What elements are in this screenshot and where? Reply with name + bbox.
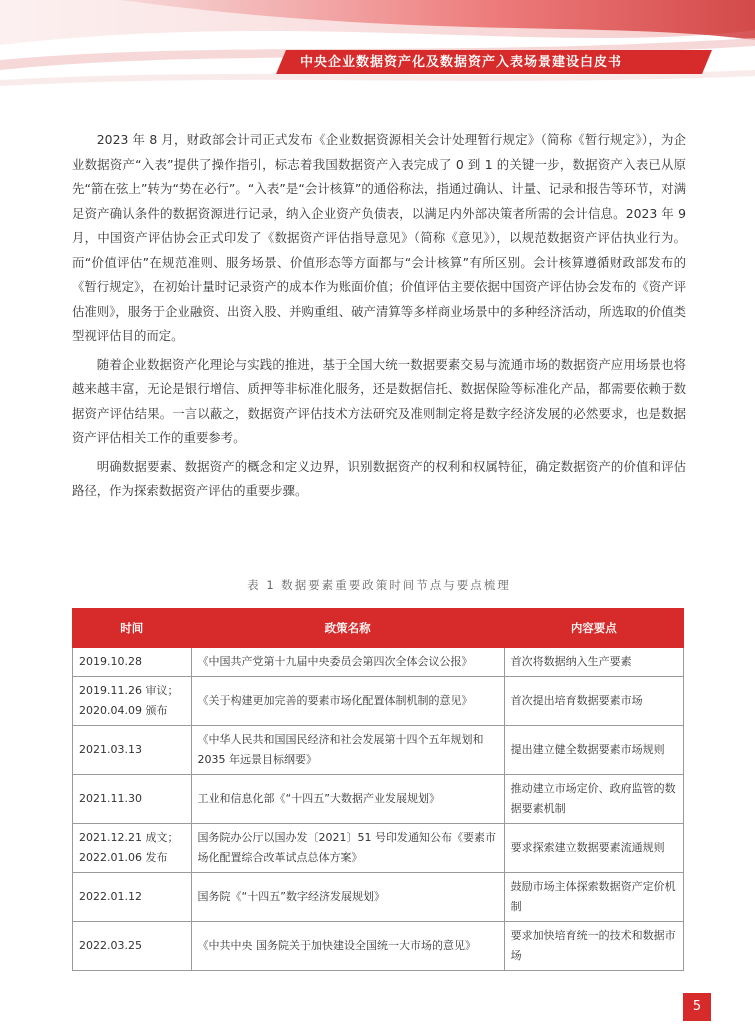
table-caption: 表 1 数据要素重要政策时间节点与要点梳理 <box>247 578 511 592</box>
cell-policy: 《中共中央 国务院关于加快建设全国统一大市场的意见》 <box>191 922 504 971</box>
table-row <box>73 824 684 873</box>
header-title: 中央企业数据资产化及数据资产入表场景建设白皮书 <box>300 55 623 70</box>
cell-time: 2019.11.26 审议； 2020.04.09 颁布 <box>73 677 192 726</box>
table-row <box>73 873 684 922</box>
cell-time: 2022.03.25 <box>73 922 192 971</box>
page-number: 5 <box>683 993 711 1021</box>
cell-points: 要求探索建立数据要素流通规则 <box>504 824 683 873</box>
paragraph: 明确数据要素、数据资产的概念和定义边界，识别数据资产的权利和权属特征，确定数据资产的价值和评估路径，作为探索数据资产评估的重要步骤。 <box>72 458 686 498</box>
cell-time: 2022.01.12 <box>73 873 192 922</box>
cell-points: 提出建立健全数据要素市场规则 <box>504 726 683 775</box>
cell-time: 2021.03.13 <box>73 726 192 775</box>
cell-time: 2021.11.30 <box>73 775 192 824</box>
cell-points: 首次提出培育数据要素市场 <box>504 677 683 726</box>
cell-time: 2019.10.28 <box>73 648 192 677</box>
cell-time: 2021.12.21 成文； 2022.01.06 发布 <box>73 824 192 873</box>
paragraph: 2023 年 8 月，财政部会计司正式发布《企业数据资源相关会计处理暂行规定》（简称《暂行规定》），为企业数据资产“入表”提供了操作指引，标志着我国数据资产入表完成了 0 到 1 的关键一步，数据资产入表已从原先“箭在弦上”转为“势在必行”。“入表”是“会计核算”的通俗称法，指通过确认、计量、记录和报告等环节，对满足资产确认条件的数据资源进行记录，纳入企业资产负债表，以满足内外部决策者所需的会计信息。2023 年 9 月，中国资产评估协会正式印发了《数据资产评估指导意见》（简称《意见》），以规范数据资产评估执业行为。而“价值评估”在规范准则、服务场景、价值形态等方面都与“会计核算”有所区别。会计核算遵循财政部发布的《暂行规定》，在初始计量时记录资产的成本作为账面价值；价值评估主要依据中国资产评估协会发布的《资产评估准则》，服务于企业融资、出资入股、并购重组、破产清算等多样商业场景中的多种经济活动，所选取的价值类型视评估目的而定。 <box>72 132 686 343</box>
cell-points: 推动建立市场定价、政府监管的数据要素机制 <box>504 775 683 824</box>
table-row <box>73 648 684 677</box>
cell-points: 要求加快培育统一的技术和数据市场 <box>504 922 683 971</box>
header-band <box>0 0 755 110</box>
column-header-time: 时间 <box>73 609 192 648</box>
cell-policy: 工业和信息化部《“十四五”大数据产业发展规划》 <box>191 775 504 824</box>
cell-policy: 国务院《“十四五”数字经济发展规划》 <box>191 873 504 922</box>
table-row <box>73 677 684 726</box>
table-row <box>73 922 684 971</box>
cell-policy: 《关于构建更加完善的要素市场化配置体制机制的意见》 <box>191 677 504 726</box>
cell-points: 鼓励市场主体探索数据资产定价机制 <box>504 873 683 922</box>
cell-policy: 《中国共产党第十九届中央委员会第四次全体会议公报》 <box>191 648 504 677</box>
table-header-row <box>73 609 684 648</box>
paragraph: 随着企业数据资产化理论与实践的推进，基于全国大统一数据要素交易与流通市场的数据资产应用场景也将越来越丰富，无论是银行增信、质押等非标准化服务，还是数据信托、数据保险等标准化产品，都需要依赖于数据资产评估结果。一言以蔽之，数据资产评估技术方法研究及准则制定将是数字经济发展的必然要求，也是数据资产评估相关工作的重要参考。 <box>72 356 686 445</box>
cell-policy: 国务院办公厅以国办发〔2021〕51 号印发通知公布《要素市场化配置综合改革试点总体方案》 <box>191 824 504 873</box>
body-text <box>72 128 686 508</box>
column-header-policy: 政策名称 <box>191 609 504 648</box>
policy-table <box>72 608 684 971</box>
column-header-points: 内容要点 <box>504 609 683 648</box>
cell-policy: 《中华人民共和国国民经济和社会发展第十四个五年规划和 2035 年远景目标纲要》 <box>191 726 504 775</box>
table-row <box>73 775 684 824</box>
cell-points: 首次将数据纳入生产要素 <box>504 648 683 677</box>
table-row <box>73 726 684 775</box>
